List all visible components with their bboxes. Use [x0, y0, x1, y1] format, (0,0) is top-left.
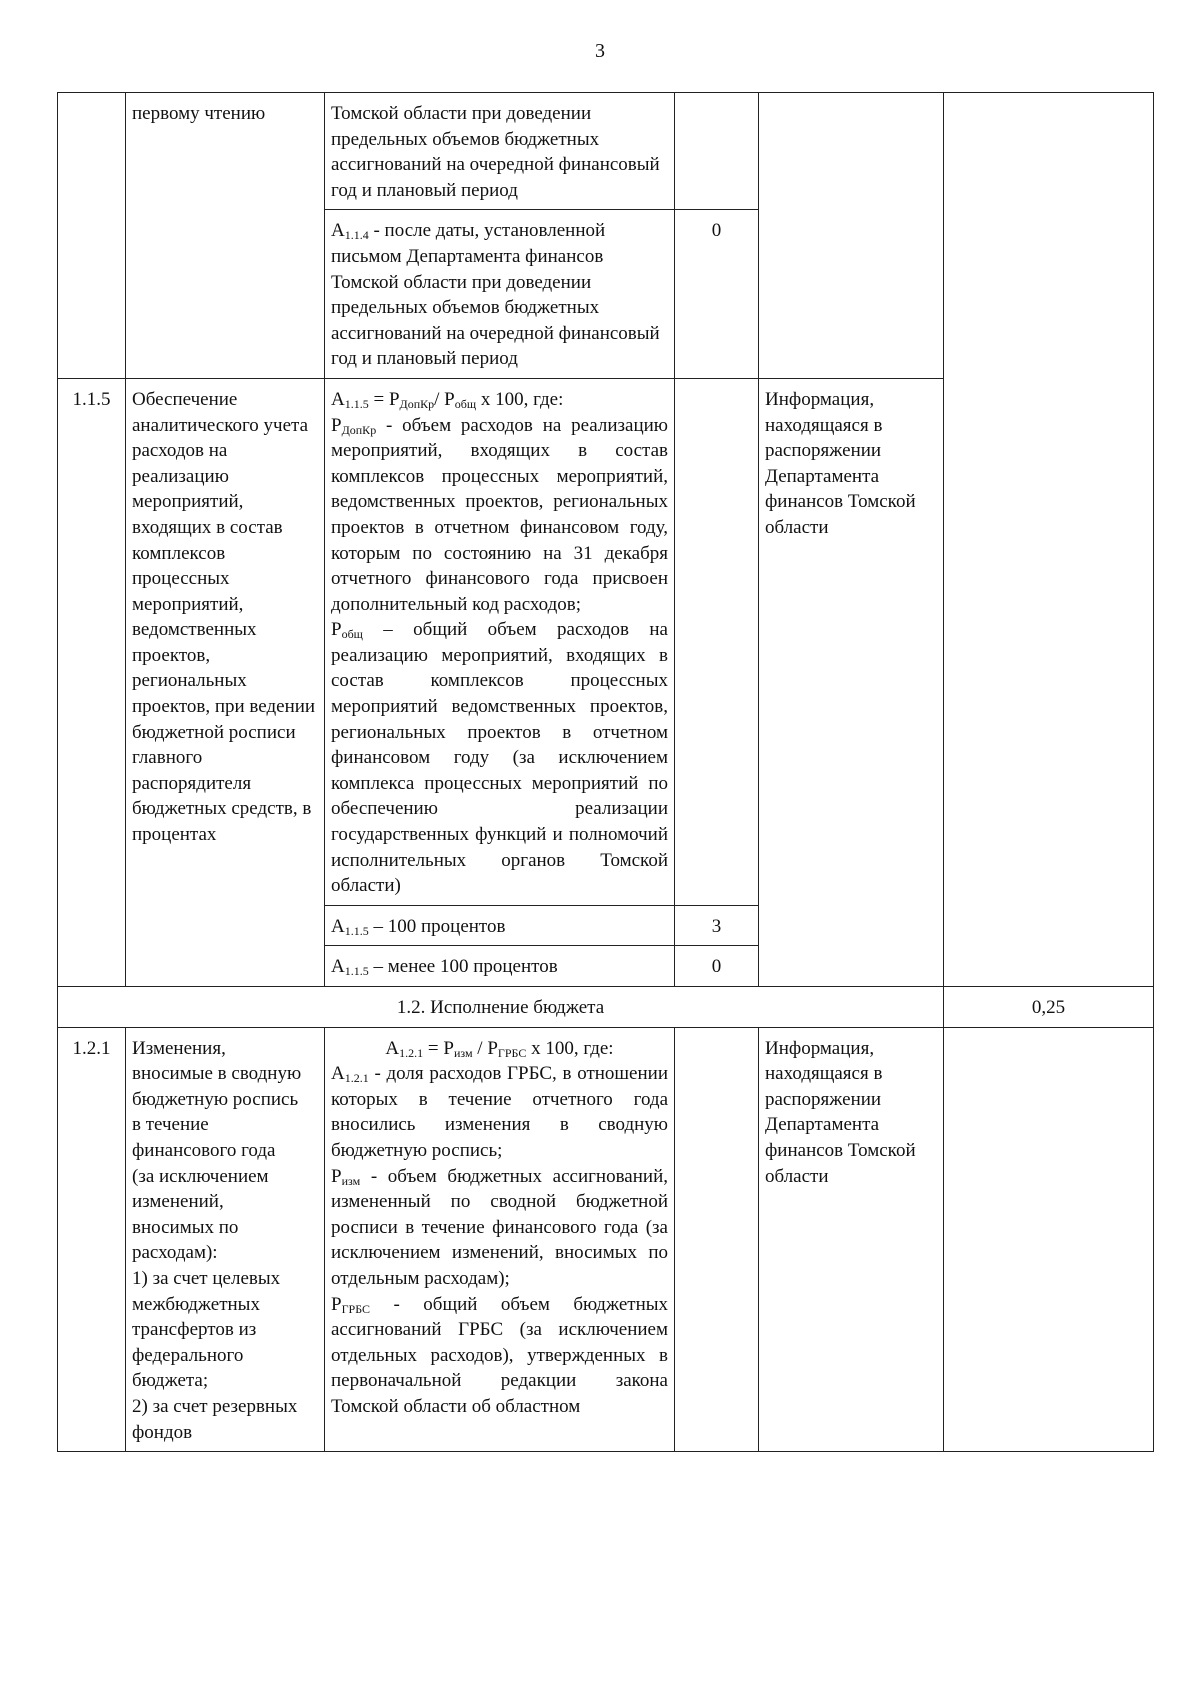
indicator-name	[126, 1027, 325, 1452]
table-row	[58, 1027, 1154, 1452]
page-number: 3	[595, 40, 605, 62]
indicator-name-line: (за исключением	[132, 1165, 269, 1187]
indicator-number: 1.2.1	[58, 1027, 126, 1452]
points-empty	[675, 378, 759, 905]
formula-cell: $А_{1.1.5} = Р_{ДопКр}/$ $Р_{общ}$ х 100, где: $Р_{ДопКр}$ - объем расходов на реализацию мероприятий, входящих в состав комплексов процессных мероприятий, ведомственных проектов, региональных проектов в отчетном финансовом году, которым по состоянию на 31 декабря отчетного финансового года присвоен дополнительный код расходов; $Р_{общ}$ – общий объем расходов на реализацию мероприятий, входящих в состав комплексов процессных мероприятий ведомственных проектов, региональных проектов в отчетном финансовом году (за исключением комплекса процессных мероприятий по обеспечению реализации государственных функций и полномочий исполнительных органов Томской области)	[325, 378, 675, 905]
indicator-name-line: вносимых по	[132, 1216, 239, 1238]
cell-number-empty	[58, 93, 126, 379]
indicator-name-line: вносимые в сводную	[132, 1063, 302, 1085]
indicator-name-line: Изменения,	[132, 1037, 226, 1059]
points-cell: 0	[675, 210, 759, 379]
table-row	[58, 93, 1154, 210]
weight-empty	[944, 1027, 1154, 1452]
indicator-name-line: трансфертов из	[132, 1319, 257, 1341]
indicator-name-line: 1) за счет целевых	[132, 1267, 281, 1289]
indicator-name-line: изменений,	[132, 1191, 224, 1213]
points-cell: 0	[675, 946, 759, 987]
formula-cont: Томской области при доведении предельных объемов бюджетных ассигнований на очередной финансовый год и плановый период	[325, 93, 675, 210]
points-empty	[675, 1027, 759, 1452]
indicator-name-line: межбюджетных	[132, 1293, 260, 1315]
indicator-name-line: в течение	[132, 1114, 209, 1136]
indicator-number: 1.1.5	[58, 378, 126, 986]
weight-empty	[944, 93, 1154, 987]
indicator-name-line: расходам):	[132, 1242, 218, 1264]
indicator-name-line: бюджета;	[132, 1370, 209, 1392]
indicator-name-line: финансового года	[132, 1139, 276, 1161]
section-row	[58, 987, 1154, 1028]
indicator-name-cont: первому чтению	[126, 93, 325, 379]
indicator-name-line: бюджетную роспись	[132, 1088, 299, 1110]
indicator-name-line: федерального	[132, 1344, 244, 1366]
criterion-cell: $А_{1.1.5}$ – менее 100 процентов	[325, 946, 675, 987]
criterion-cell: $А_{1.1.5} - 100$ процентов	[325, 905, 675, 946]
source-cell: Информация, находящаяся в распоряжении Департамента финансов Томской области	[759, 1027, 944, 1452]
points-empty	[675, 93, 759, 210]
source-cell: Информация, находящаяся в распоряжении Департамента финансов Томской области	[759, 378, 944, 986]
indicator-name: Обеспечение аналитического учета расходов на реализацию мероприятий, входящих в состав комплексов процессных мероприятий, ведомственных проектов, региональных проектов, при ведении бюджетной росписи главного распорядителя бюджетных средств, в процентах	[126, 378, 325, 986]
points-cell: 3	[675, 905, 759, 946]
criterion-cell: $А_{1.1.4}$ - после даты, установленной письмом Департамента финансов Томской области при доведении предельных объемов бюджетных ассигнований на очередной финансовый год и плановый период	[325, 210, 675, 379]
section-weight: 0,25	[944, 987, 1154, 1028]
indicator-name-lines	[132, 1036, 318, 1446]
criteria-table	[57, 92, 1154, 1452]
source-empty	[759, 93, 944, 379]
formula-cell: $А_{1.2.1} = Р_{изм} / Р_{ГРБС}$ х 100, где: $А_{1.2.1}$ - доля расходов ГРБС, в отношении которых в течение отчетного года вносились изменения в сводную бюджетную роспись; $Р_{изм}$ - объем бюджетных ассигнований, измененный по сводной бюджетной росписи в течение финансового года (за исключением изменений, вносимых по отдельным расходам); $Р_{ГРБС}$ - общий объем бюджетных ассигнований ГРБС (за исключением отдельных расходов), утвержденных в первоначальной редакции закона Томской области об областном	[325, 1027, 675, 1452]
section-title: 1.2. Исполнение бюджета	[58, 987, 944, 1028]
indicator-name-line: фондов	[132, 1421, 193, 1443]
indicator-name-line: 2) за счет резервных	[132, 1395, 298, 1417]
